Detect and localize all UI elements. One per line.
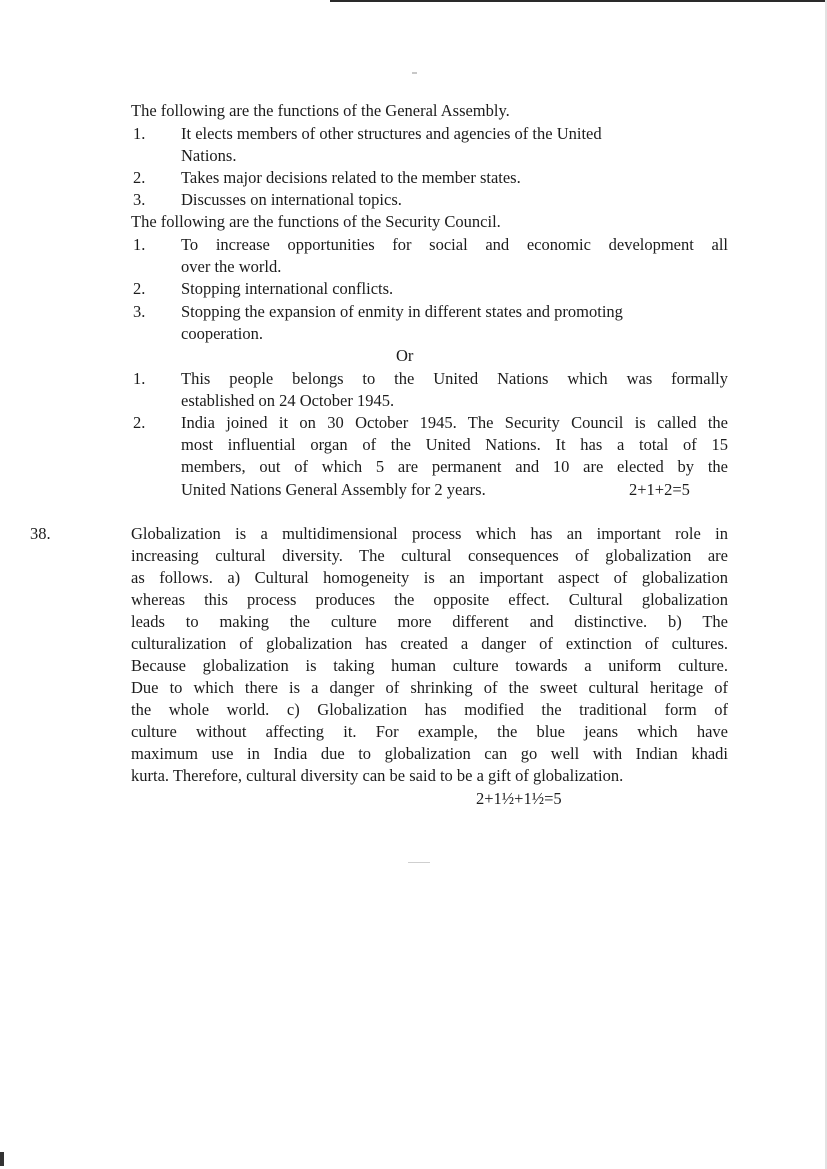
list-item-text: cooperation.	[181, 324, 264, 343]
list-item-number: 2.	[133, 279, 146, 298]
scan-border-top	[330, 0, 827, 2]
list-item-text: established on 24 October 1945.	[181, 391, 395, 410]
list-item-text: Takes major decisions related to the member states.	[181, 168, 521, 187]
list-item-number: 1.	[133, 235, 146, 254]
marks-allocation: 2+1½+1½=5	[476, 789, 562, 808]
list-item-text: Nations.	[181, 146, 237, 165]
list-item-text: Stopping international conflicts.	[181, 279, 394, 298]
list-item-text: To increase opportunities for social and economic development all	[181, 235, 728, 254]
list-item-number: 1.	[133, 369, 146, 388]
answer-line: as follows. a) Cultural homogeneity is an important aspect of globalization	[131, 568, 728, 587]
list-item-text: over the world.	[181, 257, 282, 276]
answer-line: the whole world. c) Globalization has modified the traditional form of	[131, 700, 728, 719]
list-item-text: members, out of which 5 are permanent and 10 are elected by the	[181, 457, 728, 476]
answer-line: culture without affecting it. For example, the blue jeans which have	[131, 722, 728, 741]
answer-line: Because globalization is taking human culture towards a uniform culture.	[131, 656, 728, 675]
list-item-text: United Nations General Assembly for 2 years.	[181, 480, 486, 499]
list-item-text: Discusses on international topics.	[181, 190, 402, 209]
list-item-number: 1.	[133, 124, 146, 143]
list-item-text: India joined it on 30 October 1945. The Security Council is called the	[181, 413, 728, 432]
general-assembly-intro: The following are the functions of the General Assembly.	[131, 101, 510, 120]
scan-mark	[0, 1152, 4, 1166]
answer-line: culturalization of globalization has created a danger of extinction of cultures.	[131, 634, 728, 653]
question-number: 38.	[30, 524, 51, 543]
answer-line: increasing cultural diversity. The cultural consequences of globalization are	[131, 546, 728, 565]
list-item-number: 2.	[133, 168, 146, 187]
security-council-intro: The following are the functions of the Security Council.	[131, 212, 501, 231]
list-item-number: 3.	[133, 302, 146, 321]
list-item-text: Stopping the expansion of enmity in different states and promoting	[181, 302, 623, 321]
answer-line: Globalization is a multidimensional process which has an important role in	[131, 524, 728, 543]
list-item-number: 2.	[133, 413, 146, 432]
marks-allocation: 2+1+2=5	[629, 480, 690, 499]
answer-line: leads to making the culture more different and distinctive. b) The	[131, 612, 728, 631]
answer-line: Due to which there is a danger of shrinking of the sweet cultural heritage of	[131, 678, 728, 697]
or-divider: Or	[396, 346, 414, 365]
answer-line: maximum use in India due to globalization can go well with Indian khadi	[131, 744, 728, 763]
answer-line: whereas this process produces the opposite effect. Cultural globalization	[131, 590, 728, 609]
scan-speck	[412, 72, 417, 74]
scan-speck	[408, 862, 430, 863]
list-item-text: This people belongs to the United Nations which was formally	[181, 369, 728, 388]
list-item-text: most influential organ of the United Nations. It has a total of 15	[181, 435, 728, 454]
list-item-number: 3.	[133, 190, 146, 209]
list-item-text: It elects members of other structures and agencies of the United	[181, 124, 602, 143]
answer-line: kurta. Therefore, cultural diversity can be said to be a gift of globalization.	[131, 766, 624, 785]
